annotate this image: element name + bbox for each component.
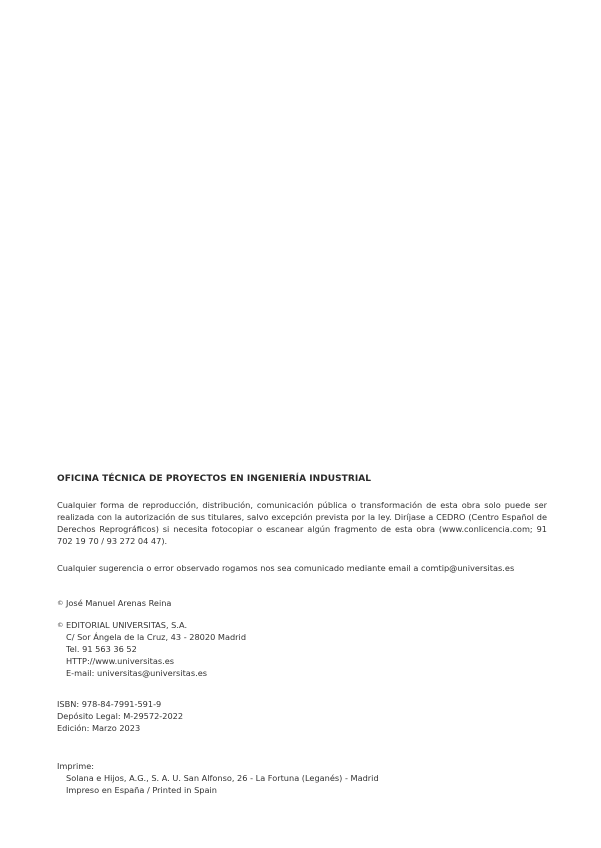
printer-company: Solana e Hijos, A.G., S. A. U. San Alfonso, 26 - La Fortuna (Leganés) - Madrid bbox=[66, 773, 379, 783]
publisher-email: E-mail: universitas@universitas.es bbox=[66, 668, 207, 678]
publisher-name: EDITORIAL UNIVERSITAS, S.A. bbox=[66, 620, 188, 630]
suggestion-notice: Cualquier sugerencia o error observado rogamos nos sea comunicado mediante email a comtip@universitas.es bbox=[57, 563, 515, 573]
printer-info bbox=[57, 760, 379, 796]
legal-notice-text: Cualquier forma de reproducción, distribución, comunicación pública o transformación de esta obra solo puede ser realizada con la autorización de sus titulares, salvo excepción prevista por la ley. Diríjase a CEDRO (Centro Español de Derechos Reprográficos) si necesita fotocopiar o escanear algún fragmento de esta obra (www.conlicencia.com; 91 702 19 70 / 93 272 04 47). bbox=[57, 500, 547, 546]
deposito-legal: Depósito Legal: M-29572-2022 bbox=[57, 711, 184, 721]
publisher-web: HTTP://www.universitas.es bbox=[66, 656, 175, 666]
printer-label: Imprime: bbox=[57, 761, 94, 771]
publisher-phone: Tel. 91 563 36 52 bbox=[66, 644, 137, 654]
edition-info bbox=[57, 698, 183, 734]
author-copyright bbox=[57, 597, 171, 609]
publisher-address: C/ Sor Ángela de la Cruz, 43 - 28020 Madrid bbox=[66, 632, 247, 642]
author-name: José Manuel Arenas Reina bbox=[66, 598, 172, 608]
legal-notice bbox=[57, 499, 547, 547]
book-title: OFICINA TÉCNICA DE PROYECTOS EN INGENIERÍA INDUSTRIAL bbox=[57, 474, 372, 484]
edition-date: Edición: Marzo 2023 bbox=[57, 723, 141, 733]
copyright-icon: © bbox=[57, 621, 64, 629]
publisher-info bbox=[57, 619, 246, 679]
isbn: ISBN: 978-84-7991-591-9 bbox=[57, 699, 162, 709]
printed-in: Impreso en España / Printed in Spain bbox=[66, 785, 217, 795]
copyright-icon: © bbox=[57, 599, 64, 607]
